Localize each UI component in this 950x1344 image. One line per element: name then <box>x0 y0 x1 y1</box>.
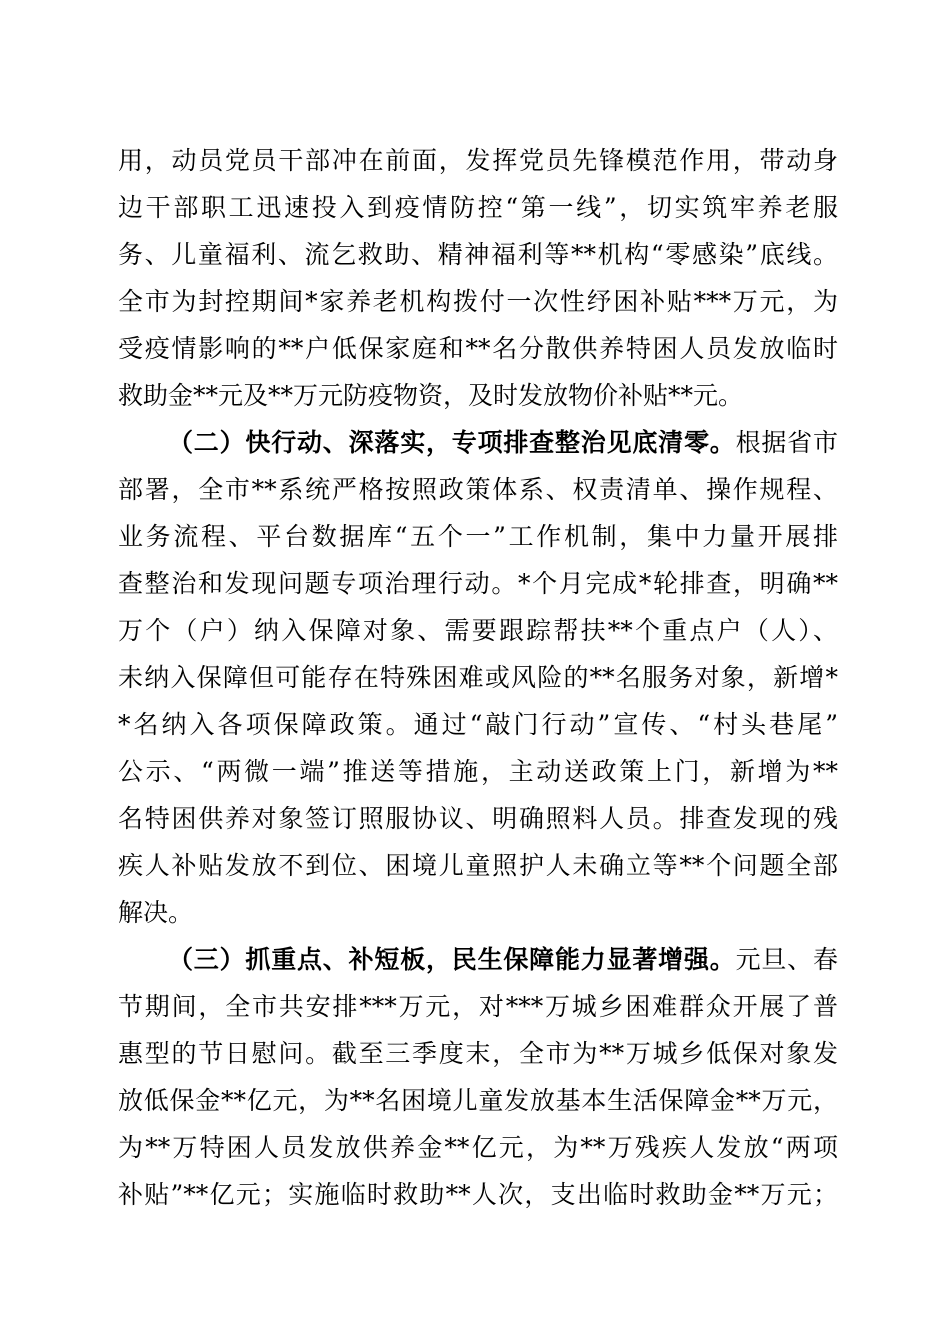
para1-line-1: 用，动员党员干部冲在前面，发挥党员先锋模范作用，带动身 <box>118 146 838 175</box>
para1-line-5: 受疫情影响的**户低保家庭和**名分散供养特困人员发放临时 <box>118 334 838 363</box>
para1-line-4: 全市为封控期间*家养老机构拨付一次性纾困补贴***万元，为 <box>118 287 838 316</box>
para3-line-4: 放低保金**亿元，为**名困境儿童发放基本生活保障金**万元， <box>118 1086 838 1115</box>
para2-line-1 <box>168 427 838 459</box>
para2-line-11: 解决。 <box>118 898 194 927</box>
para2-line-10: 疾人补贴发放不到位、困境儿童照护人未确立等**个问题全部 <box>118 851 838 880</box>
para2-line-8: 公示、“两微一端”推送等措施，主动送政策上门，新增为** <box>118 757 838 786</box>
para2-line-3: 业务流程、平台数据库“五个一”工作机制，集中力量开展排 <box>118 522 838 551</box>
para1-line-2: 边干部职工迅速投入到疫情防控“第一线”，切实筑牢养老服 <box>118 193 838 222</box>
para2-line-5: 万个（户）纳入保障对象、需要跟踪帮扶**个重点户（人）、 <box>118 616 838 645</box>
para3-line-2: 节期间，全市共安排***万元，对***万城乡困难群众开展了普 <box>118 992 838 1021</box>
para2-line-1-rest: 根据省市 <box>735 428 838 457</box>
para3-heading: （三）抓重点、补短板，民生保障能力显著增强。 <box>168 945 736 974</box>
para3-line-5: 为**万特困人员发放供养金**亿元，为**万残疾人发放“两项 <box>118 1133 838 1162</box>
para2-line-7: *名纳入各项保障政策。通过“敲门行动”宣传、“村头巷尾” <box>118 710 838 739</box>
para3-line-1-rest: 元旦、春 <box>735 945 838 974</box>
para2-line-9: 名特困供养对象签订照服协议、明确照料人员。排查发现的残 <box>118 804 838 833</box>
para3-line-1 <box>168 944 838 976</box>
para2-heading: （二）快行动、深落实，专项排查整治见底清零。 <box>168 428 736 457</box>
para2-line-6: 未纳入保障但可能存在特殊困难或风险的**名服务对象，新增* <box>118 663 838 692</box>
para1-line-3: 务、儿童福利、流乞救助、精神福利等**机构“零感染”底线。 <box>118 240 838 269</box>
para2-line-2: 部署，全市**系统严格按照政策体系、权责清单、操作规程、 <box>118 475 838 504</box>
para2-line-4: 查整治和发现问题专项治理行动。*个月完成*轮排查，明确** <box>118 569 838 598</box>
para1-line-6: 救助金**元及**万元防疫物资，及时发放物价补贴**元。 <box>118 381 744 410</box>
para3-line-3: 惠型的节日慰问。截至三季度末，全市为**万城乡低保对象发 <box>118 1039 838 1068</box>
para3-line-6: 补贴”**亿元；实施临时救助**人次，支出临时救助金**万元； <box>118 1180 838 1209</box>
